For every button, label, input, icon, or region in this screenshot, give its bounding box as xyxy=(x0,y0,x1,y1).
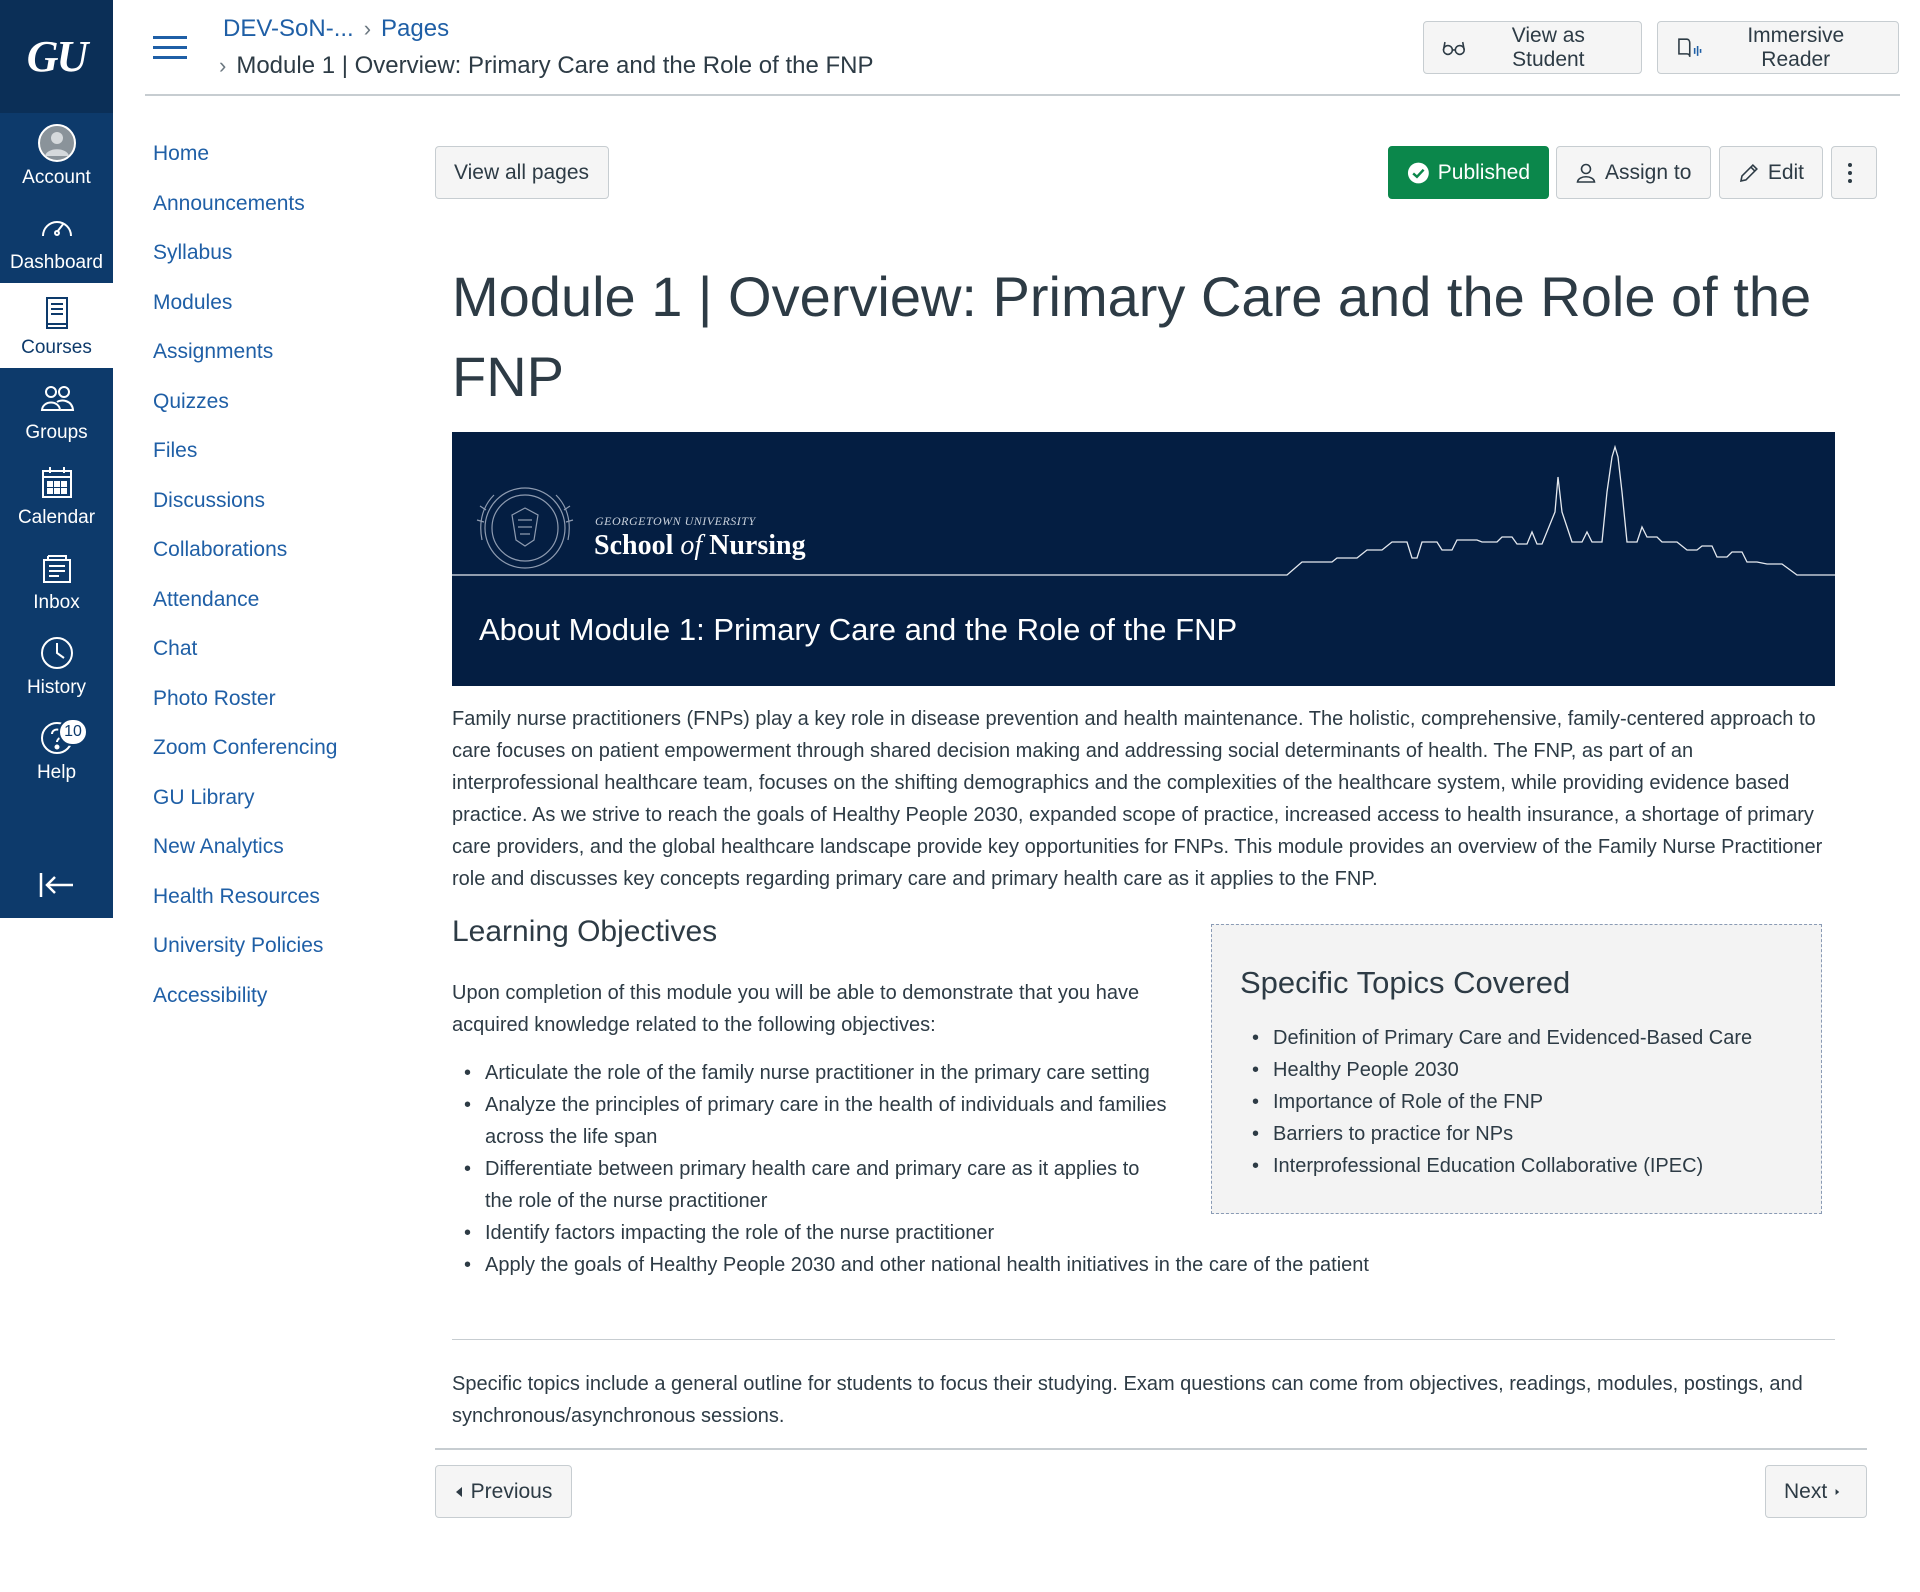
course-nav-item-photo-roster[interactable]: Photo Roster xyxy=(153,686,276,710)
module-banner xyxy=(452,432,1835,686)
nav-inbox[interactable] xyxy=(0,538,113,623)
glasses-icon xyxy=(1442,39,1466,57)
list-item: • Healthy People 2030 xyxy=(1240,1054,1752,1086)
module-intro-text: Family nurse practitioners (FNPs) play a key role in disease prevention and health maintenance. The holistic, comprehensive, family-centered approach to care focuses on patient empowerment through shared decision making and addressing social determinants of health. The FNP, as part of an interprofessional healthcare team, focuses on the shifting demographics and the complexities of the healthcare system, while providing evidence based practice. As we strive to reach the goals of Healthy People 2030, expanded scope of practice, increased access to health insurance, a shortage of primary care providers, and the global healthcare landscape provide key opportunities for FNPs. This module provides an overview of the Family Nurse Practitioner role and discusses key concepts regarding primary care and primary health care as it applies to the FNP. xyxy=(452,708,1823,890)
campus-skyline-illustration xyxy=(452,432,1835,582)
help-badge: 10 xyxy=(58,718,88,746)
nav-groups[interactable] xyxy=(0,368,113,453)
previous-label: Previous xyxy=(470,1479,553,1503)
course-menu-toggle[interactable] xyxy=(153,36,187,60)
account-icon xyxy=(37,123,77,163)
school-pre: School xyxy=(594,530,681,561)
history-icon xyxy=(37,633,77,673)
university-logo[interactable] xyxy=(0,0,113,113)
edit-label: Edit xyxy=(1767,160,1804,184)
more-options-button[interactable] xyxy=(1831,146,1877,199)
course-nav-item-home[interactable]: Home xyxy=(153,142,210,165)
edit-button[interactable] xyxy=(1719,146,1823,199)
breadcrumb-course-link[interactable]: DEV-SoN-... xyxy=(223,15,354,42)
list-item: • Interprofessional Education Collaborative (IPEC) xyxy=(1240,1150,1752,1182)
nav-help[interactable] xyxy=(0,708,113,793)
view-all-pages-label: View all pages xyxy=(454,160,590,184)
list-item: • Barriers to practice for NPs xyxy=(1240,1118,1752,1150)
nav-calendar[interactable] xyxy=(0,453,113,538)
nav-label: Dashboard xyxy=(10,251,103,273)
caret-left-icon xyxy=(455,1487,463,1497)
course-nav-item-attendance[interactable]: Attendance xyxy=(153,587,260,611)
learning-objectives-lead: Upon completion of this module you will be able to demonstrate that you have acquired knowledge related to the following objectives: xyxy=(452,982,1140,1036)
view-all-pages-button[interactable] xyxy=(435,146,609,199)
collapse-arrow-icon xyxy=(37,870,77,900)
specific-topics-box xyxy=(1211,924,1822,1214)
breadcrumb-current xyxy=(219,52,874,80)
page-title: Module 1 | Overview: Primary Care and the Role of the FNP xyxy=(452,265,1812,408)
course-navigation xyxy=(153,138,413,1018)
course-nav-item-quizzes[interactable]: Quizzes xyxy=(153,389,229,413)
hamburger-line xyxy=(153,36,187,39)
courses-icon xyxy=(37,293,77,333)
course-nav-item-new-analytics[interactable]: New Analytics xyxy=(153,835,284,858)
course-nav-item-announcements[interactable]: Announcements xyxy=(153,191,305,215)
banner-university-name: GEORGETOWN UNIVERSITY xyxy=(595,514,756,528)
course-nav-item-assignments[interactable]: Assignments xyxy=(153,340,274,363)
list-item: • Identify factors impacting the role of the nurse practitioner xyxy=(452,1217,1752,1249)
content-divider xyxy=(452,1339,1835,1340)
nav-label: Calendar xyxy=(17,506,96,528)
inbox-icon xyxy=(37,548,77,588)
published-label: Published xyxy=(1437,160,1530,184)
banner-heading: About Module 1: Primary Care and the Role of the FNP xyxy=(479,612,1238,647)
next-button[interactable] xyxy=(1765,1465,1867,1518)
immersive-reader-button[interactable] xyxy=(1657,21,1899,74)
groups-icon xyxy=(37,378,77,418)
nav-history[interactable] xyxy=(0,623,113,708)
collapse-nav-button[interactable] xyxy=(0,870,113,900)
learning-objectives-heading: Learning Objectives xyxy=(452,915,718,948)
list-item: • Definition of Primary Care and Evidenced-Based Care xyxy=(1240,1022,1752,1054)
breadcrumb-pages-link[interactable]: Pages xyxy=(381,15,450,42)
course-nav-item-university-policies[interactable]: University Policies xyxy=(153,934,324,957)
nav-label: History xyxy=(26,676,87,698)
nav-label: Courses xyxy=(21,336,92,358)
specific-topics-list xyxy=(1240,1022,1752,1182)
list-item: • Differentiate between primary health care and primary care as it applies to the role of the nurse practitioner xyxy=(452,1153,1172,1217)
nav-label: Groups xyxy=(25,421,88,443)
next-label: Next xyxy=(1784,1479,1828,1503)
view-as-student-label: View as Student xyxy=(1511,23,1585,71)
list-item: • Articulate the role of the family nurse practitioner in the primary care setting xyxy=(452,1057,1172,1089)
user-icon xyxy=(1575,162,1597,184)
caret-right-icon xyxy=(1835,1487,1840,1497)
list-item: • Apply the goals of Healthy People 2030 and other national health initiatives in the care of the patient xyxy=(452,1249,1752,1281)
course-nav-item-health-resources[interactable]: Health Resources xyxy=(153,884,320,908)
course-nav-item-accessibility[interactable]: Accessibility xyxy=(153,983,268,1007)
course-nav-item-files[interactable]: Files xyxy=(153,439,198,462)
nav-label: Inbox xyxy=(33,591,80,613)
global-navigation xyxy=(0,0,113,918)
previous-button[interactable] xyxy=(435,1465,572,1518)
course-nav-item-zoom-conferencing[interactable]: Zoom Conferencing xyxy=(153,736,338,759)
list-item: • Analyze the principles of primary care in the health of individuals and families across the life span xyxy=(452,1089,1172,1153)
dashboard-icon xyxy=(37,208,77,248)
view-as-student-button[interactable] xyxy=(1423,21,1642,74)
kebab-menu-icon xyxy=(1847,162,1853,184)
assign-to-label: Assign to xyxy=(1605,160,1692,184)
course-nav-item-modules[interactable]: Modules xyxy=(153,290,233,314)
hamburger-line xyxy=(153,56,187,59)
breadcrumb-current-page: Module 1 | Overview: Primary Care and the Role of the FNP xyxy=(236,52,874,79)
breadcrumb-separator-icon: › xyxy=(363,16,372,41)
assign-to-button[interactable] xyxy=(1556,146,1711,199)
calendar-icon xyxy=(37,463,77,503)
school-post: Nursing xyxy=(702,530,806,561)
specific-topics-heading: Specific Topics Covered xyxy=(1240,965,1571,1000)
logo-text: GU xyxy=(26,32,87,81)
footer-divider xyxy=(435,1448,1867,1450)
hamburger-line xyxy=(153,46,187,49)
published-button[interactable] xyxy=(1388,146,1549,199)
course-nav-item-gu-library[interactable]: GU Library xyxy=(153,785,255,809)
immersive-reader-label: Immersive Reader xyxy=(1747,23,1845,71)
nav-label: Help xyxy=(36,761,77,783)
nav-dashboard[interactable] xyxy=(0,198,113,283)
breadcrumb xyxy=(223,15,449,43)
top-header xyxy=(145,0,1900,96)
nav-account[interactable] xyxy=(0,113,113,198)
checkmark-circle-icon xyxy=(1407,161,1430,185)
school-of: of xyxy=(680,530,703,561)
breadcrumb-separator-icon: › xyxy=(219,53,227,78)
course-nav-item-chat[interactable]: Chat xyxy=(153,637,198,660)
list-item: • Importance of Role of the FNP xyxy=(1240,1086,1752,1118)
nav-courses[interactable] xyxy=(0,283,113,368)
course-nav-item-syllabus[interactable]: Syllabus xyxy=(153,241,233,264)
immersive-reader-icon xyxy=(1676,36,1704,60)
study-note-text: Specific topics include a general outline for students to focus their studying. Exam questions can come from objectives, readings, modules, postings, and synchronous/asynchronous sessions. xyxy=(452,1373,1803,1427)
course-nav-item-discussions[interactable]: Discussions xyxy=(153,488,266,512)
pencil-icon xyxy=(1738,162,1760,184)
course-nav-item-collaborations[interactable]: Collaborations xyxy=(153,538,288,561)
nav-label: Account xyxy=(22,166,91,188)
